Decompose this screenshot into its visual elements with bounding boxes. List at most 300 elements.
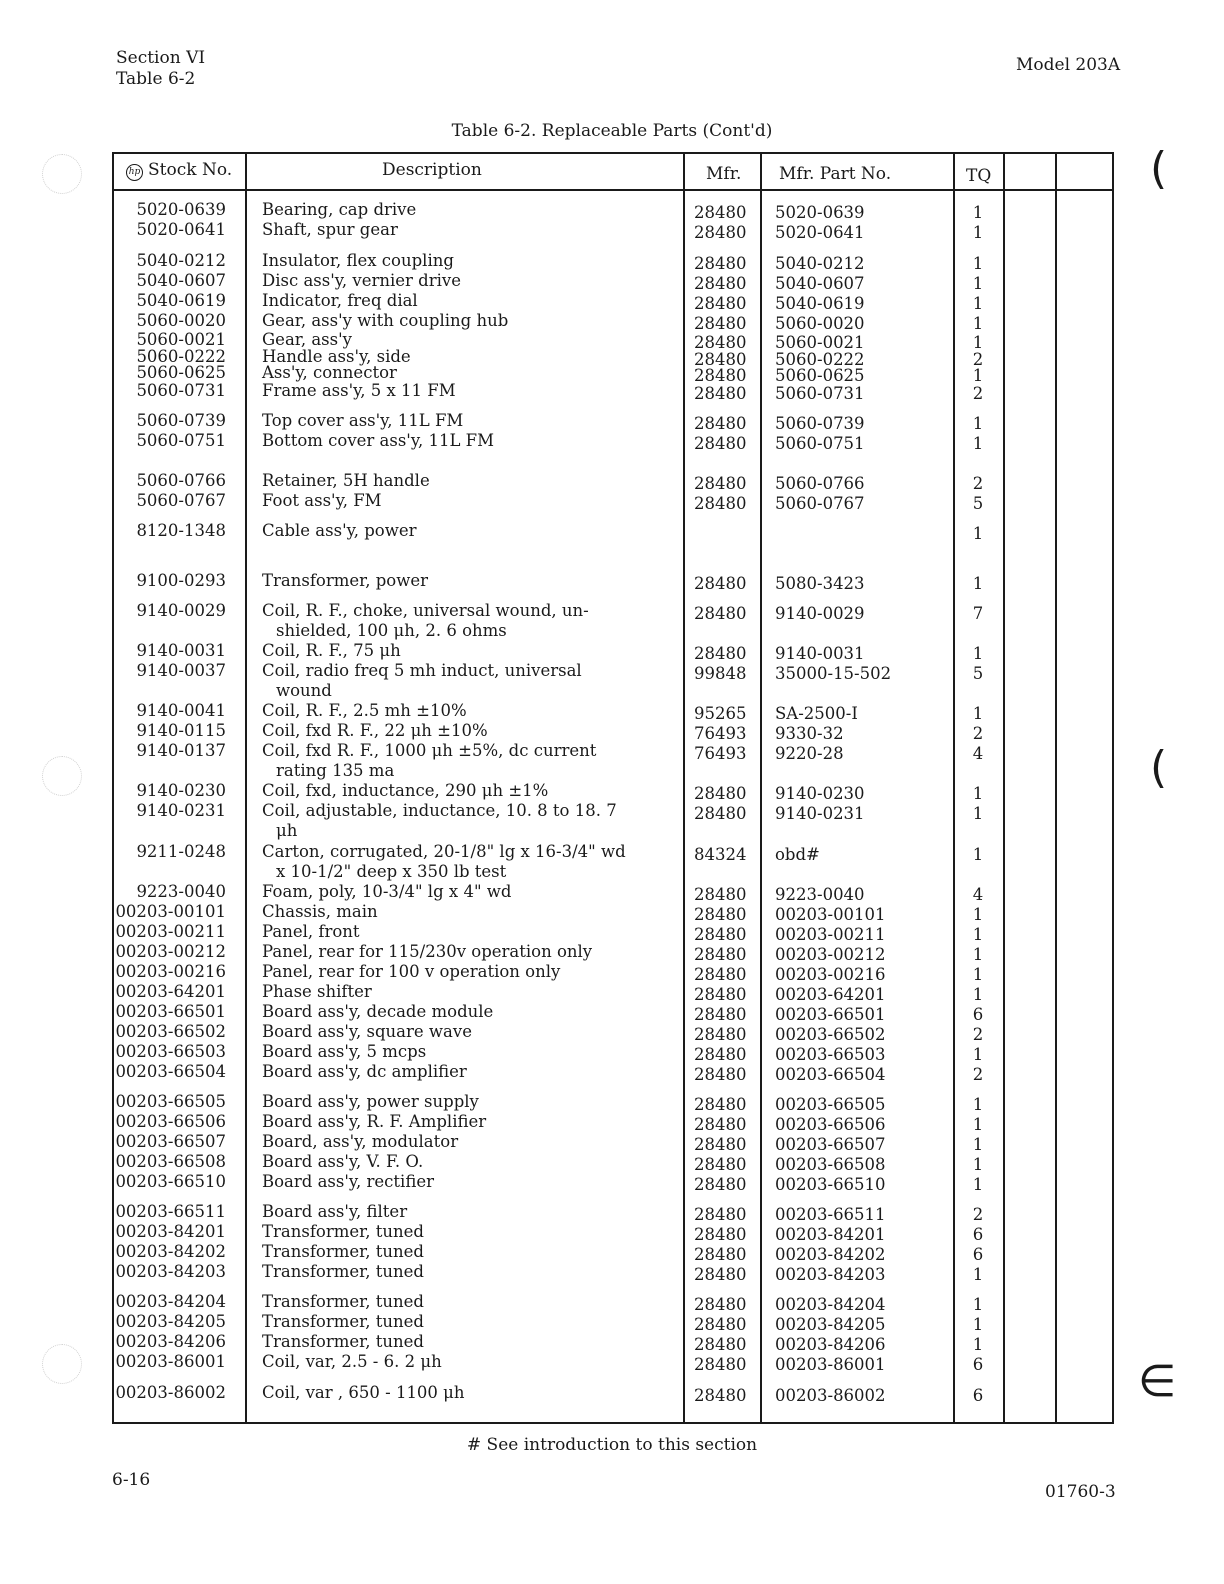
manufacturer-code: 28480 <box>694 1065 747 1084</box>
margin-mark: ( <box>1150 742 1168 793</box>
total-quantity: 1 <box>972 704 984 723</box>
table-row <box>0 962 1224 982</box>
description: Board ass'y, square wave <box>262 1022 472 1041</box>
table-row <box>0 1112 1224 1132</box>
stock-number: 5060-0766 <box>136 471 226 490</box>
description: Disc ass'y, vernier drive <box>262 271 461 290</box>
stock-number: 00203-84203 <box>115 1262 226 1281</box>
stock-number: 00203-66503 <box>115 1042 226 1061</box>
table-row <box>0 882 1224 902</box>
table-row <box>0 621 1224 641</box>
stock-number: 00203-66507 <box>115 1132 226 1151</box>
section-label: Section VI <box>116 48 206 68</box>
manufacturer-part-number: 00203-84202 <box>775 1245 886 1264</box>
description: Board ass'y, filter <box>262 1202 408 1221</box>
table-row <box>0 381 1224 401</box>
manufacturer-code: 28480 <box>694 1155 747 1174</box>
total-quantity: 1 <box>972 965 984 984</box>
manufacturer-code: 28480 <box>694 1095 747 1114</box>
description: Coil, var, 2.5 - 6. 2 μh <box>262 1352 442 1371</box>
manufacturer-part-number: 00203-66504 <box>775 1065 886 1084</box>
description: Retainer, 5H handle <box>262 471 430 490</box>
stock-number: 9140-0031 <box>136 641 226 660</box>
manufacturer-code: 28480 <box>694 1025 747 1044</box>
total-quantity: 1 <box>972 1135 984 1154</box>
column-header-description: Description <box>382 160 482 180</box>
manufacturer-part-number: 5060-0766 <box>775 474 865 493</box>
table-row <box>0 251 1224 271</box>
stock-number: 5060-0020 <box>136 311 226 330</box>
total-quantity: 1 <box>972 203 984 222</box>
table-row <box>0 902 1224 922</box>
description: μh <box>276 821 298 840</box>
stock-number: 00203-66506 <box>115 1112 226 1131</box>
stock-number: 5060-0751 <box>136 431 226 450</box>
table-row <box>0 491 1224 511</box>
description: Coil, adjustable, inductance, 10. 8 to 18. 7 <box>262 801 617 820</box>
column-header-stock: hp Stock No. <box>126 160 232 181</box>
stock-number: 00203-66504 <box>115 1062 226 1081</box>
margin-mark: ( <box>1150 143 1168 194</box>
description: Board ass'y, V. F. O. <box>262 1152 424 1171</box>
manufacturer-code: 28480 <box>694 905 747 924</box>
description: Gear, ass'y with coupling hub <box>262 311 509 330</box>
manufacturer-code: 28480 <box>694 434 747 453</box>
table-row <box>0 1132 1224 1152</box>
manufacturer-code: 28480 <box>694 1335 747 1354</box>
description: Board ass'y, power supply <box>262 1092 479 1111</box>
table-row <box>0 363 1224 383</box>
table-row <box>0 1292 1224 1312</box>
page-number: 6-16 <box>112 1470 151 1490</box>
table-row <box>0 641 1224 661</box>
total-quantity: 1 <box>972 574 984 593</box>
stock-number: 5060-0021 <box>136 330 226 349</box>
manufacturer-part-number: 5040-0607 <box>775 274 865 293</box>
description: Ass'y, connector <box>262 363 397 382</box>
manufacturer-code: 28480 <box>694 1265 747 1284</box>
table-row <box>0 801 1224 821</box>
manufacturer-part-number: 00203-00101 <box>775 905 886 924</box>
total-quantity: 1 <box>972 1335 984 1354</box>
manufacturer-code: 28480 <box>694 885 747 904</box>
manufacturer-code: 28480 <box>694 414 747 433</box>
description: Phase shifter <box>262 982 372 1001</box>
total-quantity: 2 <box>972 1025 984 1044</box>
description: rating 135 ma <box>276 761 395 780</box>
stock-number: 00203-66508 <box>115 1152 226 1171</box>
total-quantity: 1 <box>972 366 984 385</box>
total-quantity: 5 <box>972 494 984 513</box>
description: x 10-1/2" deep x 350 lb test <box>276 862 507 881</box>
column-header-tq: TQ <box>966 166 992 186</box>
stock-number: 00203-66505 <box>115 1092 226 1111</box>
description: Board ass'y, dc amplifier <box>262 1062 467 1081</box>
column-header-mfr-part-no: Mfr. Part No. <box>779 164 892 184</box>
total-quantity: 4 <box>972 885 984 904</box>
total-quantity: 1 <box>972 1115 984 1134</box>
total-quantity: 1 <box>972 333 984 352</box>
stock-number: 9140-0041 <box>136 701 226 720</box>
total-quantity: 1 <box>972 945 984 964</box>
table-row <box>0 1312 1224 1332</box>
manufacturer-part-number: 9223-0040 <box>775 885 865 904</box>
total-quantity: 6 <box>972 1245 984 1264</box>
document-number: 01760-3 <box>1045 1482 1116 1502</box>
description: Foot ass'y, FM <box>262 491 382 510</box>
stock-number: 9140-0231 <box>136 801 226 820</box>
stock-number: 5040-0619 <box>136 291 226 310</box>
manufacturer-part-number: 00203-84205 <box>775 1315 886 1334</box>
total-quantity: 6 <box>972 1355 984 1374</box>
stock-number: 9140-0037 <box>136 661 226 680</box>
description: wound <box>276 681 332 700</box>
table-row <box>0 922 1224 942</box>
table-row <box>0 411 1224 431</box>
total-quantity: 1 <box>972 1295 984 1314</box>
manufacturer-code: 99848 <box>694 664 747 683</box>
manufacturer-code: 28480 <box>694 1386 747 1405</box>
manufacturer-part-number: 5060-0731 <box>775 384 865 403</box>
total-quantity: 1 <box>972 1155 984 1174</box>
total-quantity: 1 <box>972 223 984 242</box>
binder-hole <box>42 756 82 796</box>
table-row <box>0 942 1224 962</box>
description: Cable ass'y, power <box>262 521 417 540</box>
description: Coil, R. F., choke, universal wound, un- <box>262 601 589 620</box>
total-quantity: 1 <box>972 1095 984 1114</box>
table-row <box>0 271 1224 291</box>
table-row <box>0 311 1224 331</box>
total-quantity: 2 <box>972 384 984 403</box>
manufacturer-part-number: 00203-66506 <box>775 1115 886 1134</box>
stock-number: 00203-66510 <box>115 1172 226 1191</box>
description: Board ass'y, R. F. Amplifier <box>262 1112 487 1131</box>
total-quantity: 1 <box>972 254 984 273</box>
manufacturer-part-number: 5060-0625 <box>775 366 865 385</box>
stock-number: 00203-00101 <box>115 902 226 921</box>
manufacturer-code: 28480 <box>694 985 747 1004</box>
total-quantity: 2 <box>972 1065 984 1084</box>
manufacturer-code: 28480 <box>694 945 747 964</box>
total-quantity: 2 <box>972 724 984 743</box>
table-row <box>0 571 1224 591</box>
table-row <box>0 220 1224 240</box>
description: Panel, rear for 115/230v operation only <box>262 942 593 961</box>
total-quantity: 1 <box>972 1265 984 1284</box>
manufacturer-part-number: 00203-66503 <box>775 1045 886 1064</box>
stock-number: 00203-84206 <box>115 1332 226 1351</box>
manufacturer-code: 28480 <box>694 925 747 944</box>
manufacturer-code: 28480 <box>694 1005 747 1024</box>
manufacturer-code: 28480 <box>694 333 747 352</box>
description: Transformer, tuned <box>262 1312 424 1331</box>
manufacturer-code: 28480 <box>694 294 747 313</box>
manufacturer-part-number: 00203-84204 <box>775 1295 886 1314</box>
manufacturer-part-number: 00203-66511 <box>775 1205 886 1224</box>
stock-number: 9140-0029 <box>136 601 226 620</box>
description: Transformer, power <box>262 571 428 590</box>
description: shielded, 100 μh, 2. 6 ohms <box>276 621 507 640</box>
table-row <box>0 842 1224 862</box>
table-row <box>0 721 1224 741</box>
manufacturer-part-number: 00203-00216 <box>775 965 886 984</box>
manufacturer-code: 28480 <box>694 494 747 513</box>
table-row <box>0 1152 1224 1172</box>
stock-number: 5020-0639 <box>136 200 226 219</box>
manufacturer-code: 28480 <box>694 1115 747 1134</box>
manufacturer-code: 84324 <box>694 845 747 864</box>
manufacturer-part-number: 9140-0029 <box>775 604 865 623</box>
total-quantity: 1 <box>972 294 984 313</box>
description: Transformer, tuned <box>262 1332 424 1351</box>
description: Gear, ass'y <box>262 330 352 349</box>
table-row <box>0 862 1224 882</box>
manufacturer-code: 28480 <box>694 366 747 385</box>
manufacturer-part-number: 00203-84206 <box>775 1335 886 1354</box>
total-quantity: 1 <box>972 314 984 333</box>
table-row <box>0 1172 1224 1192</box>
manufacturer-part-number: 00203-66501 <box>775 1005 886 1024</box>
manufacturer-part-number: 5060-0739 <box>775 414 865 433</box>
manufacturer-part-number: 5060-0222 <box>775 350 865 369</box>
total-quantity: 1 <box>972 644 984 663</box>
table-row <box>0 1262 1224 1282</box>
manufacturer-code: 28480 <box>694 1245 747 1264</box>
manufacturer-part-number: 00203-64201 <box>775 985 886 1004</box>
manufacturer-part-number: 9220-28 <box>775 744 844 763</box>
table-row <box>0 681 1224 701</box>
total-quantity: 1 <box>972 414 984 433</box>
manufacturer-part-number: 5060-0020 <box>775 314 865 333</box>
table-row <box>0 741 1224 761</box>
stock-number: 00203-86002 <box>115 1383 226 1402</box>
stock-number: 00203-00216 <box>115 962 226 981</box>
table-row <box>0 601 1224 621</box>
stock-number: 00203-00212 <box>115 942 226 961</box>
description: Coil, radio freq 5 mh induct, universal <box>262 661 582 680</box>
table-row <box>0 200 1224 220</box>
description: Coil, fxd, inductance, 290 μh ±1% <box>262 781 549 800</box>
description: Board, ass'y, modulator <box>262 1132 459 1151</box>
total-quantity: 2 <box>972 474 984 493</box>
table-row <box>0 471 1224 491</box>
stock-number: 00203-66501 <box>115 1002 226 1021</box>
description: Panel, rear for 100 v operation only <box>262 962 561 981</box>
manufacturer-code: 28480 <box>694 644 747 663</box>
table-row <box>0 1002 1224 1022</box>
stock-number: 9140-0230 <box>136 781 226 800</box>
description: Shaft, spur gear <box>262 220 398 239</box>
total-quantity: 1 <box>972 845 984 864</box>
table-row <box>0 821 1224 841</box>
manufacturer-part-number: 00203-66510 <box>775 1175 886 1194</box>
table-row <box>0 1022 1224 1042</box>
manufacturer-code: 95265 <box>694 704 747 723</box>
table-row <box>0 521 1224 541</box>
description: Transformer, tuned <box>262 1222 424 1241</box>
manufacturer-code: 28480 <box>694 1045 747 1064</box>
total-quantity: 1 <box>972 1175 984 1194</box>
manufacturer-code: 28480 <box>694 384 747 403</box>
manufacturer-part-number: 5040-0619 <box>775 294 865 313</box>
manufacturer-code: 28480 <box>694 804 747 823</box>
description: Bottom cover ass'y, 11L FM <box>262 431 495 450</box>
manufacturer-part-number: 00203-86002 <box>775 1386 886 1405</box>
description: Board ass'y, decade module <box>262 1002 494 1021</box>
description: Coil, var , 650 - 1100 μh <box>262 1383 465 1402</box>
total-quantity: 1 <box>972 274 984 293</box>
table-row <box>0 1042 1224 1062</box>
description: Chassis, main <box>262 902 378 921</box>
manufacturer-code: 28480 <box>694 314 747 333</box>
total-quantity: 1 <box>972 434 984 453</box>
manufacturer-part-number: 00203-84201 <box>775 1225 886 1244</box>
total-quantity: 6 <box>972 1225 984 1244</box>
stock-number: 9223-0040 <box>136 882 226 901</box>
total-quantity: 5 <box>972 664 984 683</box>
description: Carton, corrugated, 20-1/8" lg x 16-3/4" wd <box>262 842 626 861</box>
manufacturer-code: 28480 <box>694 1355 747 1374</box>
stock-number: 9211-0248 <box>136 842 226 861</box>
manufacturer-part-number: 5040-0212 <box>775 254 865 273</box>
stock-number: 5060-0731 <box>136 381 226 400</box>
manufacturer-code: 28480 <box>694 474 747 493</box>
stock-number: 00203-84204 <box>115 1292 226 1311</box>
stock-number: 5060-0767 <box>136 491 226 510</box>
total-quantity: 1 <box>972 804 984 823</box>
manufacturer-code: 28480 <box>694 203 747 222</box>
manufacturer-part-number: 9140-0031 <box>775 644 865 663</box>
total-quantity: 1 <box>972 524 984 543</box>
manufacturer-code: 28480 <box>694 350 747 369</box>
manufacturer-code: 28480 <box>694 223 747 242</box>
manufacturer-part-number: 5060-0751 <box>775 434 865 453</box>
total-quantity: 1 <box>972 925 984 944</box>
table-row <box>0 291 1224 311</box>
description: Transformer, tuned <box>262 1242 424 1261</box>
manufacturer-part-number: 00203-00211 <box>775 925 886 944</box>
table-row <box>0 701 1224 721</box>
manufacturer-part-number: 00203-66505 <box>775 1095 886 1114</box>
hp-logo-icon: hp <box>126 164 143 181</box>
total-quantity: 1 <box>972 784 984 803</box>
stock-number: 00203-84205 <box>115 1312 226 1331</box>
description: Coil, fxd R. F., 22 μh ±10% <box>262 721 488 740</box>
description: Board ass'y, 5 mcps <box>262 1042 427 1061</box>
description: Panel, front <box>262 922 360 941</box>
description: Coil, R. F., 2.5 mh ±10% <box>262 701 467 720</box>
column-header-mfr: Mfr. <box>706 164 742 184</box>
description: Frame ass'y, 5 x 11 FM <box>262 381 456 400</box>
manufacturer-code: 28480 <box>694 1315 747 1334</box>
total-quantity: 2 <box>972 350 984 369</box>
stock-number: 5020-0641 <box>136 220 226 239</box>
description: Coil, fxd R. F., 1000 μh ±5%, dc current <box>262 741 597 760</box>
description: Board ass'y, rectifier <box>262 1172 434 1191</box>
manufacturer-code: 28480 <box>694 1295 747 1314</box>
manufacturer-code: 28480 <box>694 784 747 803</box>
stock-number: 00203-66502 <box>115 1022 226 1041</box>
table-row <box>0 1383 1224 1403</box>
manufacturer-part-number: 5020-0639 <box>775 203 865 222</box>
manufacturer-part-number: 00203-66508 <box>775 1155 886 1174</box>
total-quantity: 7 <box>972 604 984 623</box>
table-row <box>0 1062 1224 1082</box>
manufacturer-part-number: 00203-66507 <box>775 1135 886 1154</box>
description: Transformer, tuned <box>262 1292 424 1311</box>
manufacturer-code: 76493 <box>694 724 747 743</box>
manufacturer-part-number: obd# <box>775 845 820 864</box>
manufacturer-code: 28480 <box>694 1135 747 1154</box>
description: Indicator, freq dial <box>262 291 418 310</box>
table-row <box>0 1332 1224 1352</box>
manufacturer-code: 28480 <box>694 1205 747 1224</box>
stock-number: 00203-86001 <box>115 1352 226 1371</box>
table-row <box>0 1242 1224 1262</box>
manufacturer-part-number: 00203-66502 <box>775 1025 886 1044</box>
stock-number: 9100-0293 <box>136 571 226 590</box>
manufacturer-part-number: 9330-32 <box>775 724 844 743</box>
total-quantity: 6 <box>972 1005 984 1024</box>
manufacturer-code: 28480 <box>694 274 747 293</box>
stock-number: 5060-0739 <box>136 411 226 430</box>
manufacturer-part-number: 9140-0230 <box>775 784 865 803</box>
stock-number: 00203-66511 <box>115 1202 226 1221</box>
total-quantity: 1 <box>972 905 984 924</box>
description: Bearing, cap drive <box>262 200 417 219</box>
description: Handle ass'y, side <box>262 347 411 366</box>
stock-number: 00203-84201 <box>115 1222 226 1241</box>
manufacturer-part-number: SA-2500-I <box>775 704 858 723</box>
stock-number: 5060-0625 <box>136 363 226 382</box>
table-row <box>0 661 1224 681</box>
manufacturer-part-number: 00203-00212 <box>775 945 886 964</box>
table-row <box>0 1202 1224 1222</box>
manufacturer-code: 28480 <box>694 254 747 273</box>
manufacturer-code: 76493 <box>694 744 747 763</box>
manufacturer-part-number: 5060-0767 <box>775 494 865 513</box>
description: Foam, poly, 10-3/4" lg x 4" wd <box>262 882 512 901</box>
total-quantity: 2 <box>972 1205 984 1224</box>
manufacturer-part-number: 9140-0231 <box>775 804 865 823</box>
table-row <box>0 761 1224 781</box>
manufacturer-part-number: 35000-15-502 <box>775 664 892 683</box>
manufacturer-code: 28480 <box>694 965 747 984</box>
stock-number: 00203-84202 <box>115 1242 226 1261</box>
binder-hole <box>42 1344 82 1384</box>
total-quantity: 6 <box>972 1386 984 1405</box>
manufacturer-code: 28480 <box>694 1225 747 1244</box>
table-row <box>0 431 1224 451</box>
table-reference: Table 6-2 <box>116 69 196 89</box>
table-row <box>0 781 1224 801</box>
manufacturer-code: 28480 <box>694 604 747 623</box>
table-caption: Table 6-2. Replaceable Parts (Cont'd) <box>451 121 773 141</box>
stock-number: 5040-0212 <box>136 251 226 270</box>
table-row <box>0 1222 1224 1242</box>
stock-number: 5060-0222 <box>136 347 226 366</box>
stock-number: 9140-0137 <box>136 741 226 760</box>
manufacturer-code: 28480 <box>694 574 747 593</box>
description: Transformer, tuned <box>262 1262 424 1281</box>
stock-number: 8120-1348 <box>136 521 226 540</box>
stock-number: 00203-00211 <box>115 922 226 941</box>
stock-number: 00203-64201 <box>115 982 226 1001</box>
stock-number: 9140-0115 <box>136 721 226 740</box>
stock-number: 5040-0607 <box>136 271 226 290</box>
total-quantity: 1 <box>972 1045 984 1064</box>
